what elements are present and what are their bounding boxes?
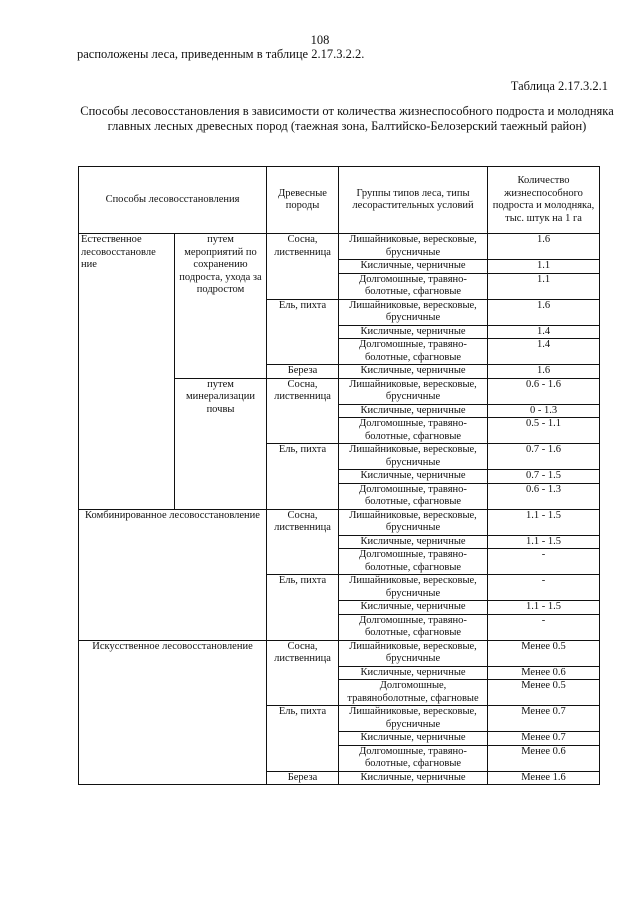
header-method: Способы лесовосстановления bbox=[79, 167, 267, 234]
value-cell: 0 - 1.3 bbox=[488, 404, 600, 418]
value-cell: 1.1 - 1.5 bbox=[488, 601, 600, 615]
value-cell: 1.1 bbox=[488, 273, 600, 299]
value-cell: 1.1 - 1.5 bbox=[488, 509, 600, 535]
group-cell: Кисличные, черничные bbox=[339, 666, 488, 680]
group-cell: Кисличные, черничные bbox=[339, 365, 488, 379]
species-cell: Ель, пихта bbox=[267, 444, 339, 510]
species-cell: Береза bbox=[267, 771, 339, 785]
group-cell: Лишайниковые, вересковые, брусничные bbox=[339, 575, 488, 601]
value-cell: Менее 1.6 bbox=[488, 771, 600, 785]
species-cell: Сосна, лиственница bbox=[267, 234, 339, 300]
species-cell: Ель, пихта bbox=[267, 299, 339, 365]
value-cell: 1.1 - 1.5 bbox=[488, 535, 600, 549]
page-number: 108 bbox=[310, 33, 330, 47]
group-cell: Лишайниковые, вересковые, брусничные bbox=[339, 378, 488, 404]
reforestation-table bbox=[78, 166, 600, 785]
table-container bbox=[78, 166, 600, 785]
group-cell: Долгомошные, травяно-болотные, сфагновые bbox=[339, 483, 488, 509]
value-cell: 1.6 bbox=[488, 234, 600, 260]
value-cell: 0.7 - 1.5 bbox=[488, 470, 600, 484]
group-cell: Кисличные, черничные bbox=[339, 771, 488, 785]
intro-text: расположены леса, приведенным в таблице 2.17.3.2.2. bbox=[77, 47, 365, 61]
value-cell: - bbox=[488, 614, 600, 640]
group-cell: Лишайниковые, вересковые, брусничные bbox=[339, 706, 488, 732]
value-cell: 0.6 - 1.3 bbox=[488, 483, 600, 509]
header-quantity: Количество жизнеспособного подроста и молодняка, тыс. штук на 1 га bbox=[488, 167, 600, 234]
value-cell: 1.6 bbox=[488, 299, 600, 325]
value-cell: 0.7 - 1.6 bbox=[488, 444, 600, 470]
group-cell: Долгомошные, травяно-болотные, сфагновые bbox=[339, 745, 488, 771]
species-cell: Береза bbox=[267, 365, 339, 379]
table-caption: Способы лесовосстановления в зависимости от количества жизнеспособного подроста и молодняка главных лесных древесных пород (таежная зона, Балтийско-Белозерский таежный район) bbox=[80, 104, 614, 133]
group-cell: Долгомошные, травяноболотные, сфагновые bbox=[339, 680, 488, 706]
submethod-preserve: путем мероприятий по сохранению подроста, ухода за подростом bbox=[175, 234, 267, 379]
value-cell: 1.4 bbox=[488, 339, 600, 365]
value-cell: Менее 0.5 bbox=[488, 640, 600, 666]
method-natural: Естественное лесовосстановле ние bbox=[79, 234, 175, 510]
table-label: Таблица 2.17.3.2.1 bbox=[510, 79, 608, 93]
value-cell: Менее 0.5 bbox=[488, 680, 600, 706]
group-cell: Кисличные, черничные bbox=[339, 732, 488, 746]
group-cell: Лишайниковые, вересковые, брусничные bbox=[339, 299, 488, 325]
method-combined: Комбинированное лесовосстановление bbox=[79, 509, 267, 640]
value-cell: - bbox=[488, 549, 600, 575]
value-cell: 0.5 - 1.1 bbox=[488, 418, 600, 444]
group-cell: Лишайниковые, вересковые, брусничные bbox=[339, 640, 488, 666]
header-species: Древесные породы bbox=[267, 167, 339, 234]
value-cell: - bbox=[488, 575, 600, 601]
group-cell: Кисличные, черничные bbox=[339, 601, 488, 615]
table-row bbox=[79, 234, 600, 260]
group-cell: Долгомошные, травяно-болотные, сфагновые bbox=[339, 339, 488, 365]
group-cell: Кисличные, черничные bbox=[339, 535, 488, 549]
group-cell: Лишайниковые, вересковые, брусничные bbox=[339, 234, 488, 260]
value-cell: 1.4 bbox=[488, 325, 600, 339]
method-artificial: Искусственное лесовосстановление bbox=[79, 640, 267, 785]
value-cell: Менее 0.6 bbox=[488, 666, 600, 680]
species-cell: Ель, пихта bbox=[267, 575, 339, 641]
group-cell: Долгомошные, травяно-болотные, сфагновые bbox=[339, 614, 488, 640]
species-cell: Сосна, лиственница bbox=[267, 640, 339, 706]
group-cell: Лишайниковые, вересковые, брусничные bbox=[339, 444, 488, 470]
value-cell: 1.6 bbox=[488, 365, 600, 379]
header-forest-groups: Группы типов леса, типы лесорастительных условий bbox=[339, 167, 488, 234]
value-cell: Менее 0.6 bbox=[488, 745, 600, 771]
value-cell: 0.6 - 1.6 bbox=[488, 378, 600, 404]
group-cell: Лишайниковые, вересковые, брусничные bbox=[339, 509, 488, 535]
group-cell: Кисличные, черничные bbox=[339, 260, 488, 274]
group-cell: Кисличные, черничные bbox=[339, 404, 488, 418]
species-cell: Ель, пихта bbox=[267, 706, 339, 772]
table-header-row bbox=[79, 167, 600, 234]
group-cell: Долгомошные, травяно-болотные, сфагновые bbox=[339, 273, 488, 299]
table-row bbox=[79, 640, 600, 666]
species-cell: Сосна, лиственница bbox=[267, 378, 339, 444]
value-cell: Менее 0.7 bbox=[488, 706, 600, 732]
submethod-mineralization: путем минерализации почвы bbox=[175, 378, 267, 509]
value-cell: Менее 0.7 bbox=[488, 732, 600, 746]
group-cell: Долгомошные, травяно-болотные, сфагновые bbox=[339, 418, 488, 444]
group-cell: Кисличные, черничные bbox=[339, 325, 488, 339]
group-cell: Кисличные, черничные bbox=[339, 470, 488, 484]
table-row bbox=[79, 509, 600, 535]
group-cell: Долгомошные, травяно-болотные, сфагновые bbox=[339, 549, 488, 575]
value-cell: 1.1 bbox=[488, 260, 600, 274]
species-cell: Сосна, лиственница bbox=[267, 509, 339, 575]
